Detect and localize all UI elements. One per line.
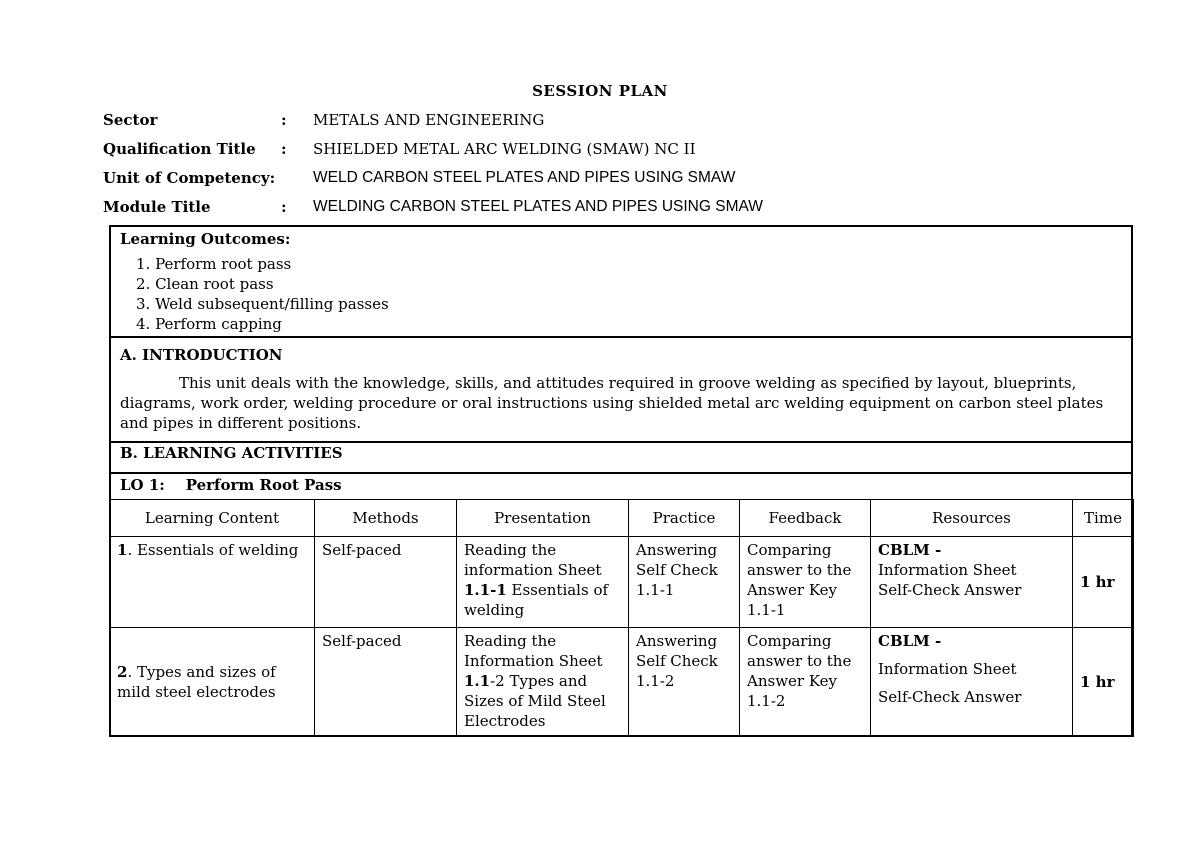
resources-item: Self-Check Answer	[878, 688, 1022, 706]
learning-activities-table	[109, 499, 1134, 737]
introduction-box	[109, 336, 1133, 442]
content-number: 2	[117, 663, 128, 681]
meta-value: WELD CARBON STEEL PLATES AND PIPES USING SMAW	[313, 169, 736, 186]
learning-content-cell	[110, 628, 315, 737]
presentation-ref: 1.1-1	[464, 581, 507, 599]
introduction-heading: A. INTRODUCTION	[120, 346, 283, 364]
lo1-box	[109, 472, 1133, 500]
column-header: Feedback	[740, 500, 871, 537]
resources-item: Self-Check Answer	[878, 581, 1022, 599]
resources-item: Information Sheet	[878, 660, 1017, 678]
meta-value: SHIELDED METAL ARC WELDING (SMAW) NC II	[313, 140, 696, 158]
methods-cell: Self-paced	[315, 628, 457, 737]
meta-label: Unit of Competency:	[103, 169, 276, 187]
content-text: . Essentials of welding	[127, 541, 299, 559]
table-header-row	[110, 500, 1134, 537]
meta-colon: :	[281, 111, 287, 129]
list-item: 4. Perform capping	[136, 315, 282, 333]
learning-outcomes-heading: Learning Outcomes:	[120, 230, 291, 248]
presentation-text: Essentials of welding	[464, 581, 609, 619]
resources-cell	[871, 537, 1073, 628]
content-number: 1	[117, 541, 128, 559]
learning-activities-box	[109, 441, 1133, 473]
learning-content-cell	[110, 537, 315, 628]
learning-outcomes-list	[120, 254, 1122, 334]
meta-label: Qualification Title	[103, 140, 256, 158]
lo1-heading: LO 1: Perform Root Pass	[120, 476, 342, 494]
time-cell: 1 hr	[1073, 628, 1134, 737]
presentation-text: -2 Types and Sizes of Mild Steel Electrodes	[464, 672, 606, 730]
presentation-cell	[457, 628, 629, 737]
table-row	[110, 628, 1134, 737]
column-header: Learning Content	[110, 500, 315, 537]
column-header: Presentation	[457, 500, 629, 537]
presentation-text: Reading the information Sheet	[464, 541, 602, 579]
meta-colon: :	[281, 198, 287, 216]
practice-cell: Answering Self Check 1.1-2	[629, 628, 740, 737]
presentation-ref: 1.1	[464, 672, 491, 690]
meta-label: Module Title	[103, 198, 211, 216]
feedback-cell: Comparing answer to the Answer Key 1.1-2	[740, 628, 871, 737]
meta-label: Sector	[103, 111, 158, 129]
feedback-cell: Comparing answer to the Answer Key 1.1-1	[740, 537, 871, 628]
resources-head: CBLM -	[878, 541, 942, 559]
learning-activities-heading: B. LEARNING ACTIVITIES	[120, 444, 343, 462]
content-text: . Types and sizes of mild steel electrodes	[117, 663, 276, 701]
learning-outcomes-box	[109, 225, 1133, 337]
meta-value: WELDING CARBON STEEL PLATES AND PIPES USING SMAW	[313, 198, 763, 215]
table-row	[110, 537, 1134, 628]
time-cell: 1 hr	[1073, 537, 1134, 628]
presentation-cell	[457, 537, 629, 628]
resources-item: Information Sheet	[878, 561, 1017, 579]
meta-value: METALS AND ENGINEERING	[313, 111, 545, 129]
introduction-text: This unit deals with the knowledge, skills, and attitudes required in groove welding as specified by layout, blueprints, diagrams, work order, welding procedure or oral instructions using shielded metal arc welding equipment on carbon steel plates and pipes in different positions.	[120, 374, 1104, 432]
document-title: SESSION PLAN	[532, 82, 668, 100]
column-header: Practice	[629, 500, 740, 537]
presentation-text: Reading the Information Sheet	[464, 632, 603, 670]
meta-colon: :	[281, 140, 287, 158]
column-header: Methods	[315, 500, 457, 537]
methods-cell: Self-paced	[315, 537, 457, 628]
list-item: 2. Clean root pass	[136, 275, 274, 293]
column-header: Resources	[871, 500, 1073, 537]
column-header: Time	[1073, 500, 1134, 537]
list-item: 3. Weld subsequent/filling passes	[136, 295, 389, 313]
resources-head: CBLM -	[878, 632, 942, 650]
list-item: 1. Perform root pass	[136, 255, 292, 273]
resources-cell	[871, 628, 1073, 737]
practice-cell: Answering Self Check 1.1-1	[629, 537, 740, 628]
